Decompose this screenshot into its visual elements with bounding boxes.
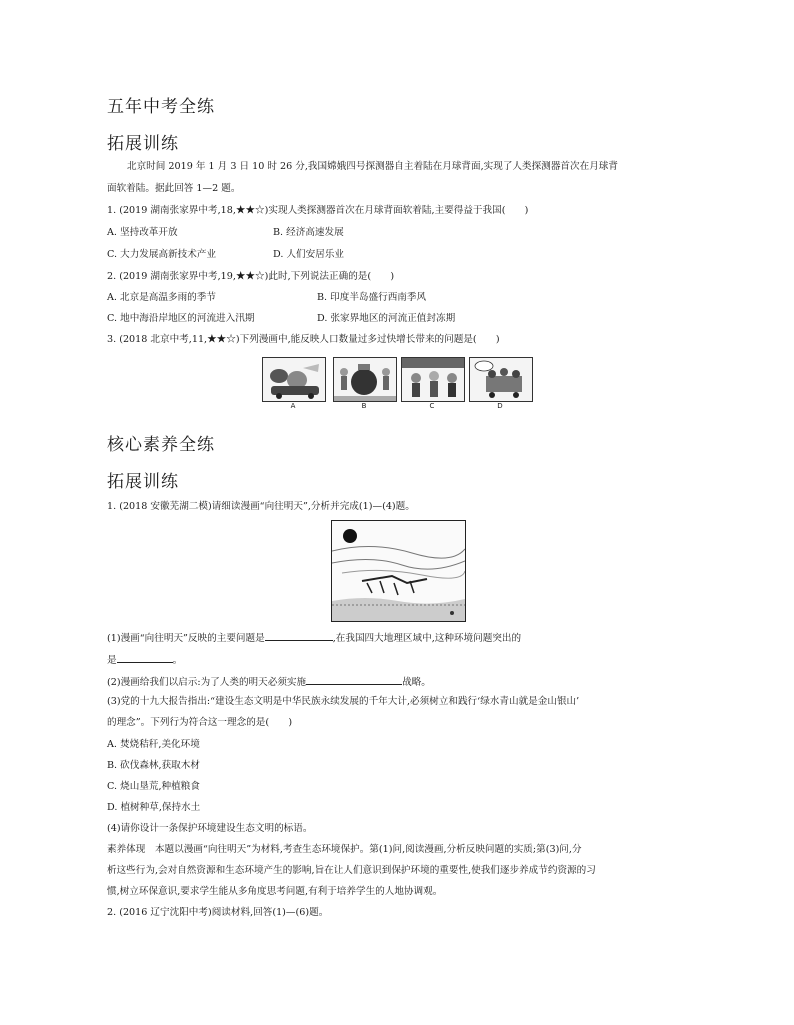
s2-q1-option-d: D. 植树种草,保持水土 <box>107 802 201 813</box>
p2-text-b: 战略。 <box>402 677 431 688</box>
s2-q2-stem: 2. (2016 辽宁沈阳中考)阅读材料,回答(1)—(6)题。 <box>107 907 329 918</box>
intro-line-1: 北京时间 2019 年 1 月 3 日 10 时 26 分,我国嫦娥四号探测器自主着陆在月球背面,实现了人类探测器首次在月球背 <box>127 161 618 172</box>
q1-option-d: D. 人们安居乐业 <box>273 249 345 260</box>
q2-option-c: C. 地中海沿岸地区的河流进入汛期 <box>107 313 255 324</box>
intro-line-2: 面软着陆。据此回答 1—2 题。 <box>107 183 241 194</box>
q1-option-b: B. 经济高速发展 <box>273 227 344 238</box>
s2-q1-p3-line1: (3)党的十九大报告指出:“建设生态文明是中华民族永续发展的千年大计,必须树立和践行‘绿水青山就是金山银山’ <box>107 696 580 707</box>
q1-option-a: A. 坚持改革开放 <box>107 227 178 238</box>
section-title-1: 五年中考全练 <box>107 97 215 117</box>
answer-blank-1[interactable] <box>265 629 333 641</box>
s2-q1-p1-line1 <box>107 629 521 645</box>
q2-option-d: D. 张家界地区的河流正值封冻期 <box>317 313 456 324</box>
cartoon-label-c: C <box>429 402 435 410</box>
literacy-line-3: 惯,树立环保意识,要求学生能从多角度思考问题,有利于培养学生的人地协调观。 <box>107 886 443 897</box>
q2-option-a: A. 北京是高温多雨的季节 <box>107 292 216 303</box>
q1-option-c: C. 大力发展高新技术产业 <box>107 249 217 260</box>
s2-q1-p3-line2: 的理念”。下列行为符合这一理念的是( ) <box>107 717 293 728</box>
s2-q1-option-c: C. 烧山垦荒,种植粮食 <box>107 781 200 792</box>
q3-stem: 3. (2018 北京中考,11,★★☆)下列漫画中,能反映人口数量过多过快增长带来的问题是( ) <box>107 334 500 345</box>
s2-q1-p4: (4)请你设计一条保护环境建设生态文明的标语。 <box>107 823 313 834</box>
answer-blank-3[interactable] <box>306 673 402 685</box>
q1-stem: 1. (2019 湖南张家界中考,18,★★☆)实现人类探测器首次在月球背面软着陆,主要得益于我国( ) <box>107 205 529 216</box>
p1-text-a: (1)漫画“向往明天”反映的主要问题是 <box>107 633 265 644</box>
p2-text-a: (2)漫画给我们以启示:为了人类的明天必须实施 <box>107 677 307 688</box>
s2-q1-option-b: B. 砍伐森林,获取木材 <box>107 760 200 771</box>
cartoon-d <box>469 357 533 402</box>
cartoon-label-a: A <box>290 402 296 410</box>
cartoon-label-b: B <box>361 402 367 410</box>
s2-q1-p2 <box>107 673 431 689</box>
q2-stem: 2. (2019 湖南张家界中考,19,★★☆)此时,下列说法正确的是( ) <box>107 271 395 282</box>
p1-text-c: 是 <box>107 655 117 666</box>
cartoon-b <box>333 357 397 402</box>
p1-text-d: 。 <box>172 655 183 666</box>
s2-q1-option-a: A. 焚烧秸秆,美化环境 <box>107 739 200 750</box>
cartoon-c <box>401 357 465 402</box>
section-subtitle-2: 拓展训练 <box>107 472 179 492</box>
s2-q1-p1-line2 <box>107 651 182 667</box>
literacy-line-1: 素养体现 本题以漫画“向往明天”为材料,考查生态环境保护。第(1)问,阅读漫画,分析反映问题的实质;第(3)问,分 <box>107 844 582 855</box>
literacy-line-2: 析这些行为,会对自然资源和生态环境产生的影响,旨在让人们意识到保护环境的重要性,使我们逐步养成节约资源的习 <box>107 865 596 876</box>
section-title-2: 核心素养全练 <box>107 435 215 455</box>
cartoon-label-d: D <box>497 402 503 410</box>
cartoon-a <box>262 357 326 402</box>
cartoon-toward-tomorrow <box>331 520 466 622</box>
answer-blank-2[interactable] <box>117 651 173 663</box>
p1-text-b: ,在我国四大地理区域中,这种环境问题突出的 <box>332 633 522 644</box>
q2-option-b: B. 印度半岛盛行西南季风 <box>317 292 427 303</box>
section-subtitle-1: 拓展训练 <box>107 134 179 154</box>
s2-q1-stem: 1. (2018 安徽芜湖二模)请细读漫画“向往明天”,分析并完成(1)—(4)题。 <box>107 501 415 512</box>
